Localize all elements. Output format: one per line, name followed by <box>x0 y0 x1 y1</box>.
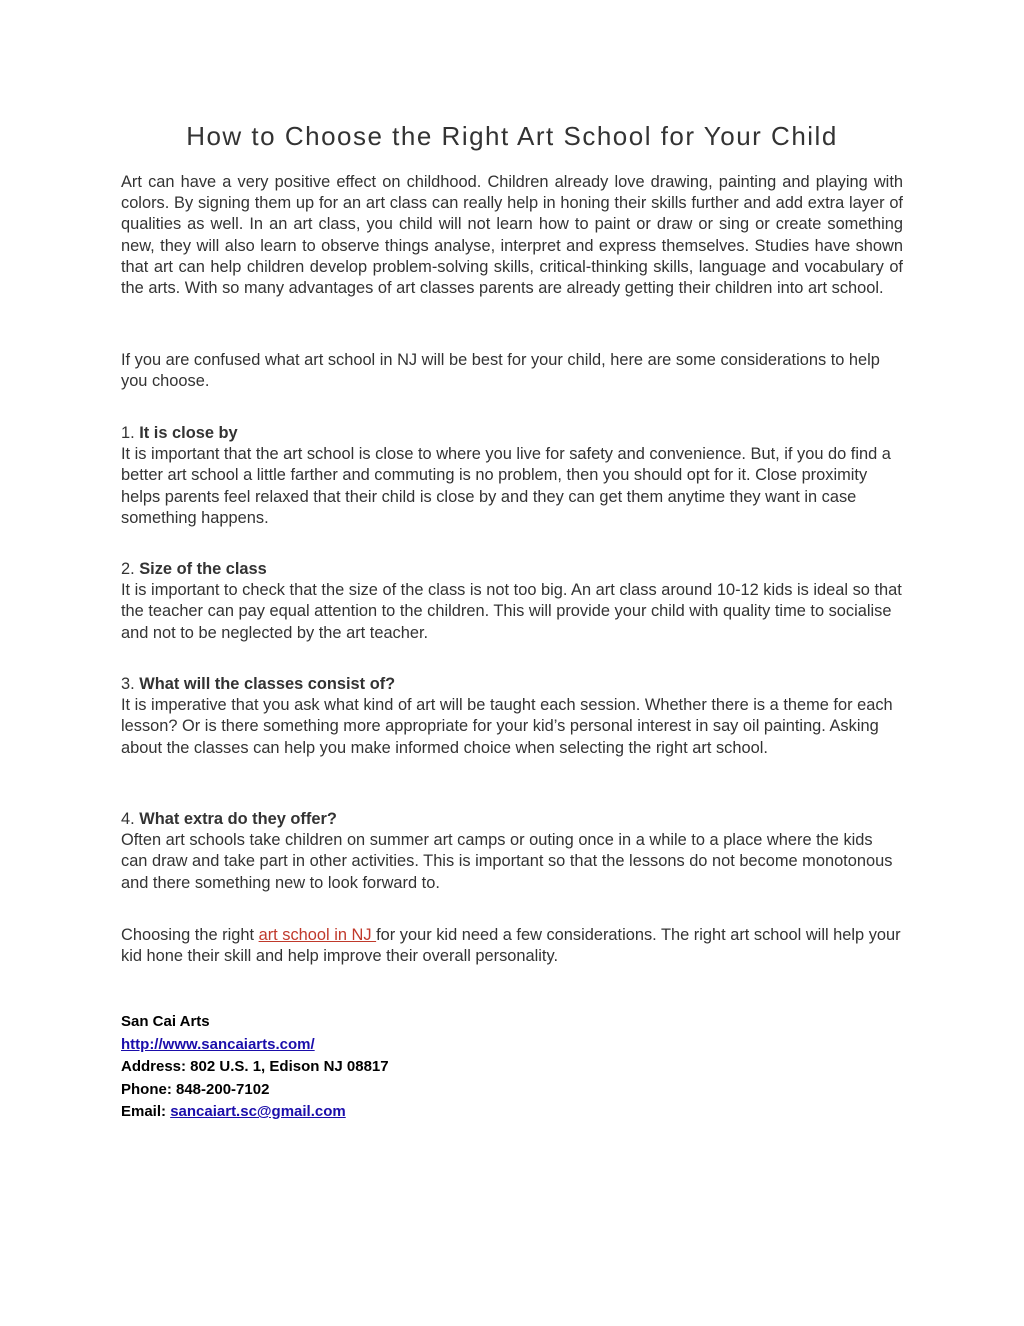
section-class-size <box>121 559 903 644</box>
section-heading-text: What extra do they offer? <box>139 810 337 828</box>
section-heading-text: It is close by <box>139 424 238 442</box>
website-link[interactable]: http://www.sancaiarts.com/ <box>121 1035 315 1053</box>
lead-in-paragraph: If you are confused what art school in NJ will be best for your child, here are some considerations to help you choose. <box>121 351 880 391</box>
closing-text-start: Choosing the right <box>121 926 259 944</box>
email-line <box>121 1101 903 1124</box>
section-heading <box>121 559 903 580</box>
section-extras <box>121 809 903 894</box>
section-heading-text: Size of the class <box>139 560 267 578</box>
page-title: How to Choose the Right Art School for Your Child <box>186 121 838 151</box>
section-heading <box>121 809 903 830</box>
section-class-content <box>121 674 903 759</box>
section-number: 3. <box>121 675 140 693</box>
section-body: Often art schools take children on summer art camps or outing once in a while to a place where the kids can draw and take part in other activities. This is important so that the lessons do not become monotonous and there something new to look forward to. <box>121 831 893 892</box>
section-body: It is important to check that the size of the class is not too big. An art class around 10-12 kids is ideal so that the teacher can pay equal attention to the children. This will provide your child with quality time to socialise and not to be neglected by the art teacher. <box>121 581 902 642</box>
section-heading <box>121 423 903 444</box>
section-close-by <box>121 423 903 529</box>
section-number: 4. <box>121 810 140 828</box>
closing-paragraph <box>121 925 903 967</box>
section-body: It is imperative that you ask what kind of art will be taught each session. Whether there is a theme for each lesson? Or is there something more appropriate for your kid’s personal interest in say oil painting. Asking about the classes can help you make informed choice when selecting the right art school. <box>121 696 893 757</box>
address: Address: 802 U.S. 1, Edison NJ 08817 <box>121 1058 389 1075</box>
art-school-link[interactable]: art school in NJ <box>258 926 377 944</box>
section-number: 1. <box>121 424 140 442</box>
contact-block <box>121 1011 903 1124</box>
document-page <box>121 0 903 1326</box>
section-number: 2. <box>121 560 140 578</box>
intro-paragraph: Art can have a very positive effect on childhood. Children already love drawing, painting and playing with colors. By signing them up for an art class can really help in honing their skills further and add extra layer of qualities as well. In an art class, you child will not learn how to paint or draw or sing or create something new, they will also learn to observe things analyse, interpret and express themselves. Studies have shown that art can help children develop problem-solving skills, critical-thinking skills, language and vocabulary of the arts. With so many advantages of art classes parents are already getting their children into art school. <box>121 173 903 298</box>
business-name: San Cai Arts <box>121 1013 210 1030</box>
phone: Phone: 848-200-7102 <box>121 1080 270 1098</box>
section-body: It is important that the art school is close to where you live for safety and convenience. But, if you do find a better art school a little farther and commuting is no problem, then you should opt for it. Close proximity helps parents feel relaxed that their child is close by and they can get them anytime they want in case something happens. <box>121 445 891 527</box>
email-label: Email: <box>121 1103 171 1120</box>
section-heading <box>121 674 903 695</box>
section-heading-text: What will the classes consist of? <box>139 675 396 693</box>
email-link[interactable]: sancaiart.sc@gmail.com <box>170 1103 346 1120</box>
closing-text-end: for your kid need a few considerations. The right art school will help your kid hone their skill and help improve their overall personality. <box>121 926 901 966</box>
